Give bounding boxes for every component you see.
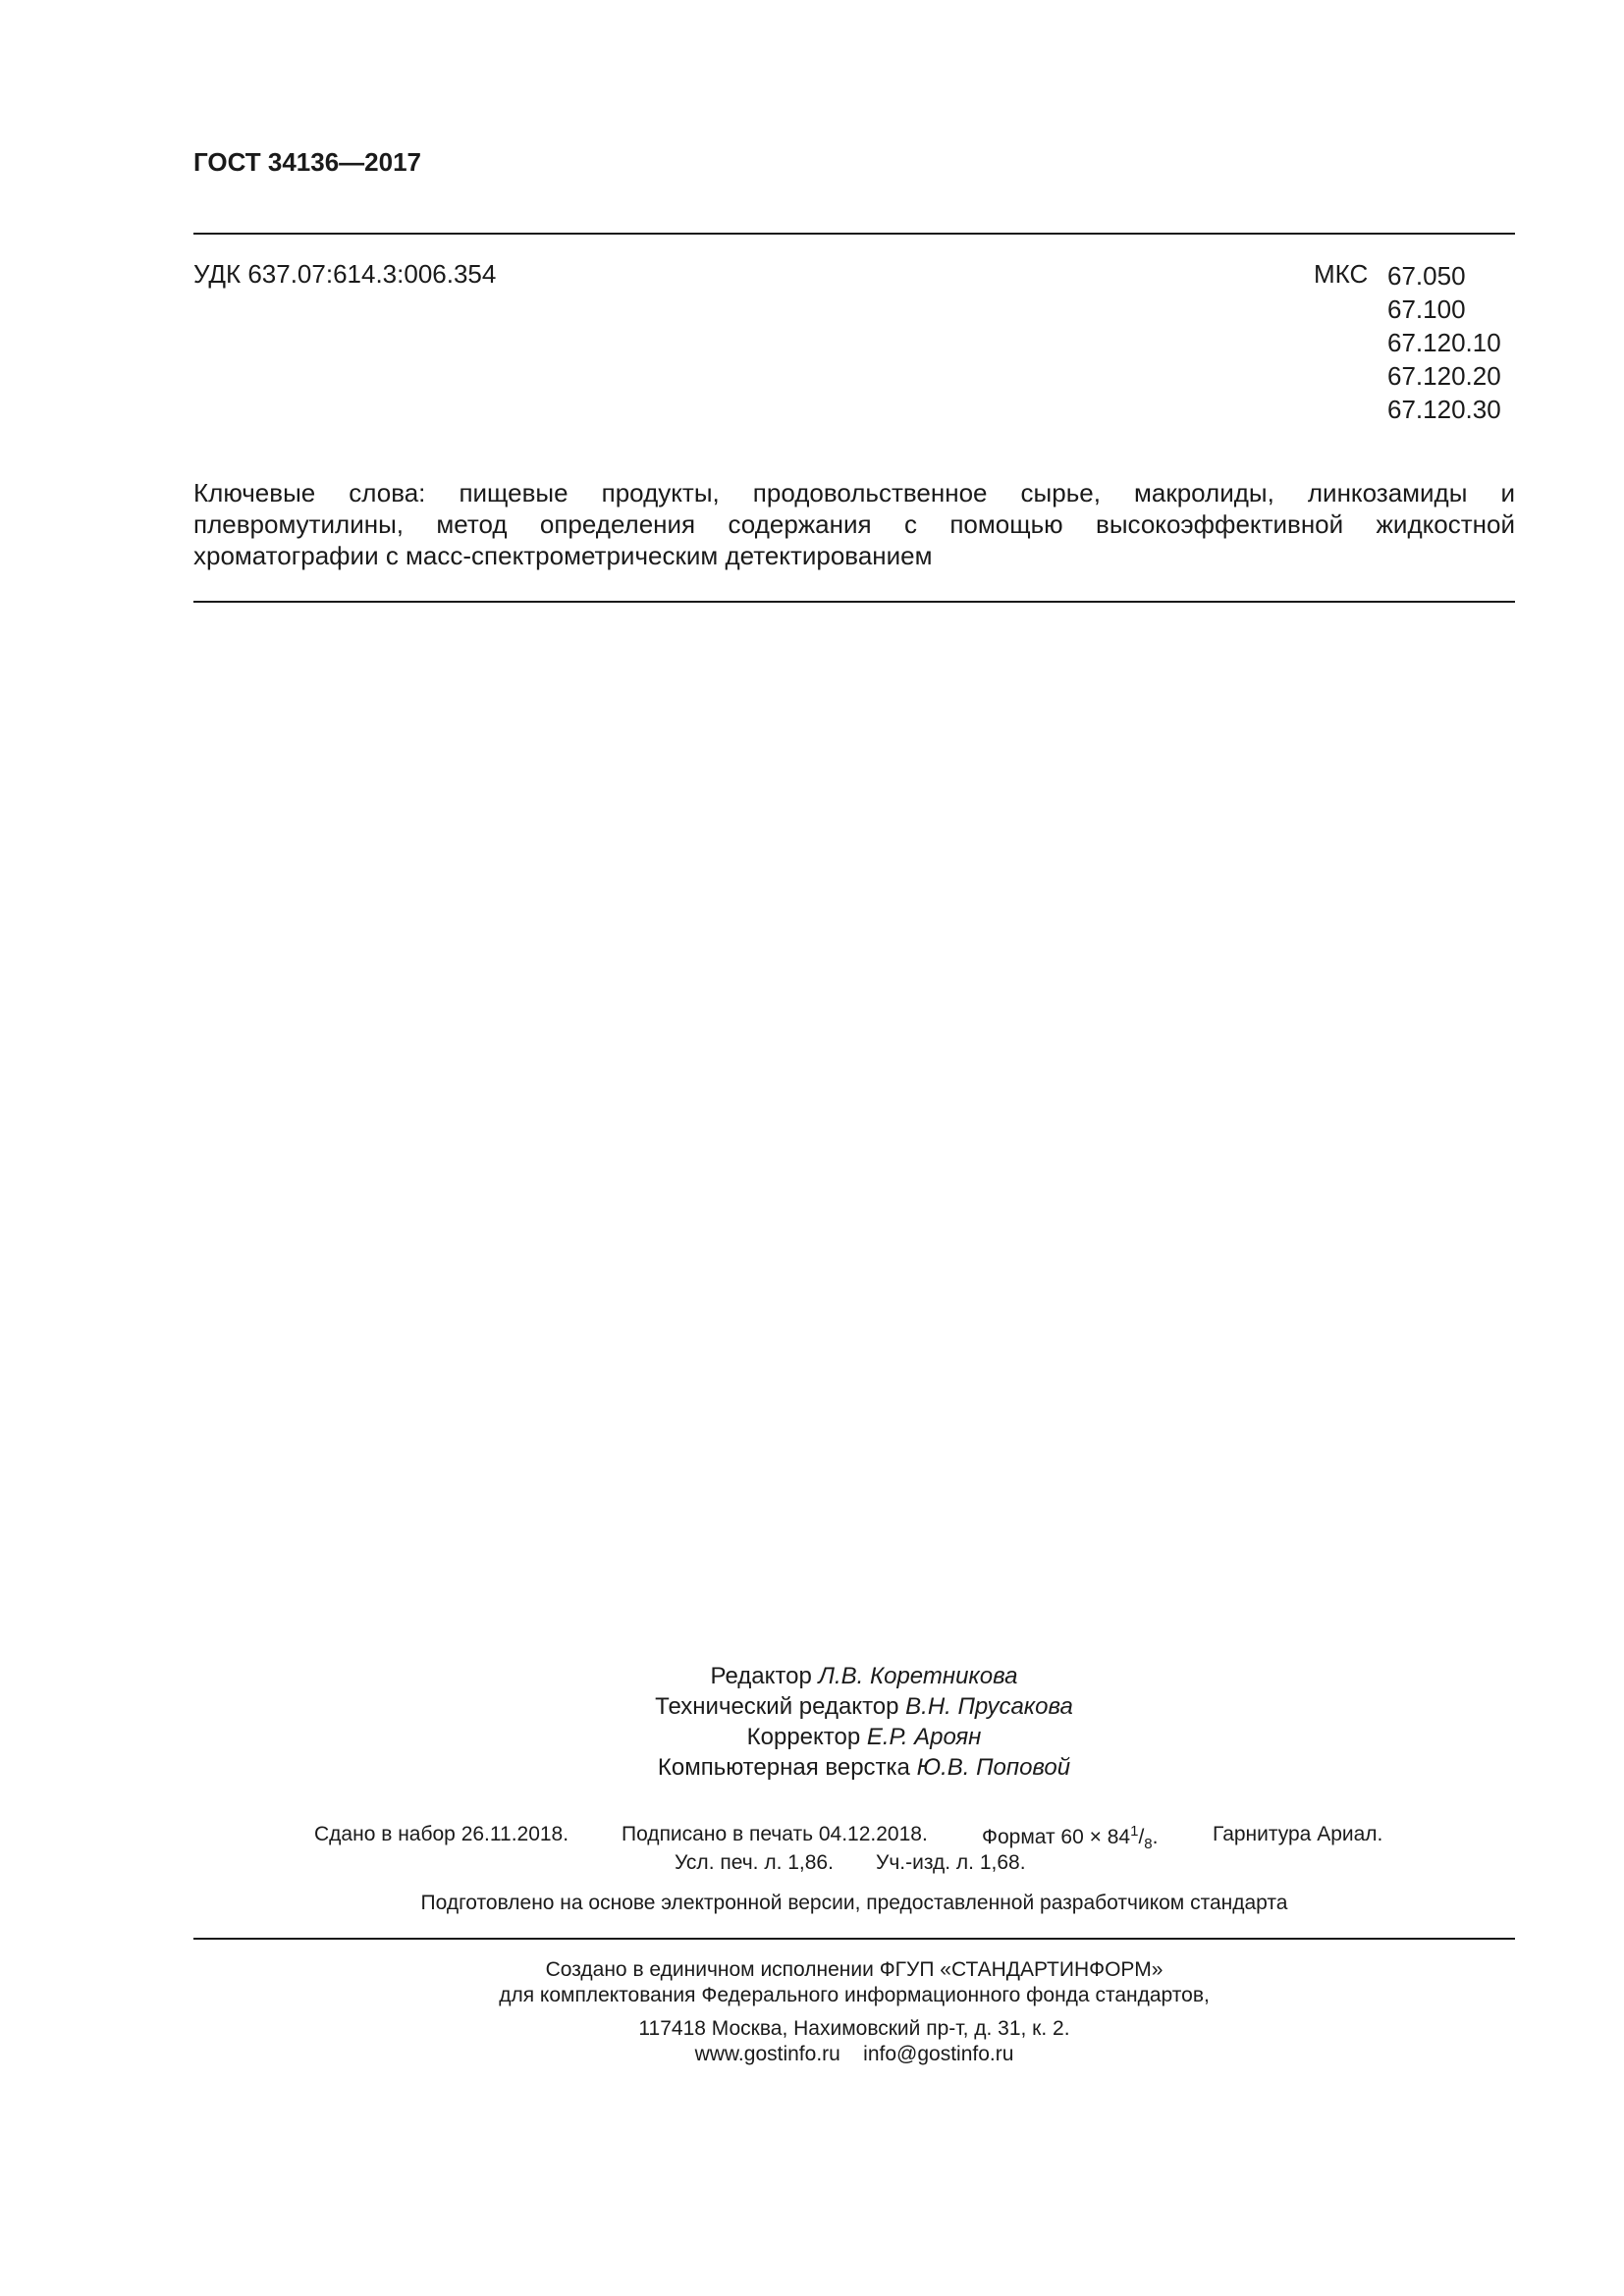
mks-label: МКС <box>1314 259 1369 289</box>
staff-name: Ю.В. Поповой <box>916 1754 1071 1781</box>
signed-date: Подписано в печать 04.12.2018. <box>622 1823 928 1845</box>
footer-contacts <box>193 2043 1515 2066</box>
format-numerator: 1 <box>1130 1823 1139 1840</box>
keywords-divider <box>193 601 1515 603</box>
keywords-paragraph: Ключевые слова: пищевые продукты, продовольственное сырье, макролиды, линкозамиды и плевромутилины, метод определения содержания с помощью высокоэффективной жидкостной хроматографии с масс-спектрометрическим детектированием <box>193 478 1515 570</box>
mks-code: 67.100 <box>1387 294 1466 324</box>
footer-line-1: Создано в единичном исполнении ФГУП «СТАНДАРТИНФОРМ» <box>545 1958 1164 1981</box>
mks-code: 67.050 <box>1387 261 1466 291</box>
format-prefix: Формат 60 × 84 <box>982 1826 1131 1848</box>
staff-name: В.Н. Прусакова <box>905 1693 1073 1720</box>
mks-code: 67.120.10 <box>1387 328 1501 357</box>
staff-layout <box>530 1752 1198 1783</box>
mks-codes-list <box>1387 259 1501 426</box>
staff-credits <box>530 1661 1198 1783</box>
mks-code: 67.120.20 <box>1387 361 1501 391</box>
staff-name: Л.В. Коретникова <box>818 1663 1018 1689</box>
staff-role: Корректор <box>746 1724 861 1750</box>
top-divider <box>193 233 1515 235</box>
conventional-sheets: Усл. печ. л. 1,86. <box>675 1851 834 1874</box>
staff-name: Е.Р. Ароян <box>866 1724 982 1750</box>
publishing-sheets: Уч.-изд. л. 1,68. <box>876 1851 1026 1874</box>
footer-line-2: для комплектования Федерального информационного фонда стандартов, <box>499 1984 1210 2006</box>
typeface: Гарнитура Ариал. <box>1213 1823 1383 1845</box>
staff-editor <box>530 1661 1198 1691</box>
staff-tech-editor <box>530 1691 1198 1722</box>
footer-divider <box>193 1938 1515 1940</box>
udk-code: УДК 637.07:614.3:006.354 <box>193 259 497 289</box>
email-link[interactable]: info@gostinfo.ru <box>863 2043 1014 2065</box>
document-code: ГОСТ 34136—2017 <box>193 147 421 177</box>
staff-proofreader <box>530 1722 1198 1752</box>
print-format: Формат $60 \times 84^1/_8$. <box>982 1823 1159 1853</box>
staff-role: Компьютерная верстка <box>657 1754 910 1781</box>
staff-role: Технический редактор <box>655 1693 899 1720</box>
footer-address: 117418 Москва, Нахимовский пр-т, д. 31, к. 2. <box>638 2017 1070 2040</box>
website-link[interactable]: www.gostinfo.ru <box>694 2043 840 2065</box>
submitted-date: Сдано в набор 26.11.2018. <box>314 1823 569 1845</box>
prepared-note: Подготовлено на основе электронной версии, предоставленной разработчиком стандарта <box>420 1892 1288 1914</box>
staff-role: Редактор <box>710 1663 812 1689</box>
format-suffix: . <box>1152 1826 1159 1848</box>
mks-code: 67.120.30 <box>1387 395 1501 424</box>
format-denominator: 8 <box>1144 1836 1153 1853</box>
